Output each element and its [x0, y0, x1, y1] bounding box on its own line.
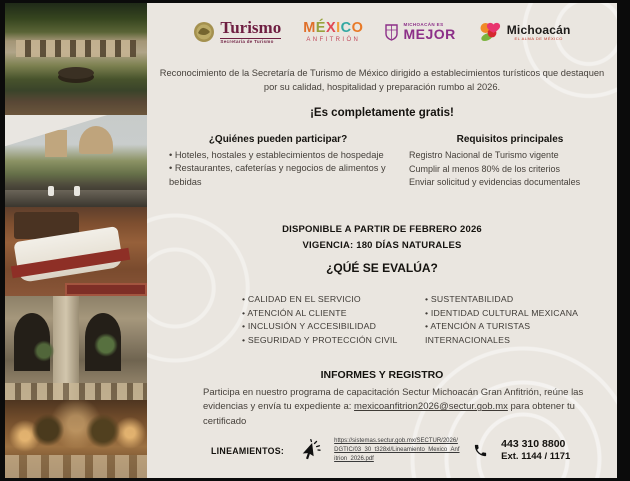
photo-hotel-bedroom: [5, 207, 147, 296]
free-banner: ¡Es completamente gratis!: [310, 107, 454, 119]
patio-seating: [5, 455, 147, 478]
registration-title: INFORMES Y REGISTRO: [320, 369, 444, 381]
evaluation-item: • CALIDAD EN EL SERVICIO: [242, 294, 361, 304]
footer-row: [211, 437, 609, 464]
turismo-logo-title: Turismo: [220, 18, 282, 38]
plant: [93, 331, 119, 359]
turismo-logo-subtitle: Secretaría de Turismo: [220, 38, 281, 45]
evaluation-col1: [242, 293, 424, 347]
evaluation-title: ¿QÚÉ SE EVALÚA?: [326, 261, 438, 275]
turismo-seal-icon: [193, 21, 215, 43]
requirement-item: Cumplir al menos 80% de los criterios: [409, 163, 561, 174]
requirement-item: Registro Nacional de Turismo vigente: [409, 150, 559, 160]
patio-tree: [85, 411, 121, 451]
phone-contact: [501, 438, 570, 463]
photo-cathedral-terrace: [5, 115, 147, 207]
registration-text-before: Participa en nuestro programa de capacitación Sectur Michoacán Gran Anfitrión, reúne las evidencias y envía tu expediente a:: [203, 387, 584, 413]
evaluation-item: • ATENCIÓN AL CLIENTE: [242, 307, 347, 318]
plant: [33, 338, 55, 364]
terrace-table: [5, 190, 147, 207]
mejor-logo-title: MEJOR: [403, 26, 456, 43]
evaluation-item: • IDENTIDAD CULTURAL MEXICANA: [425, 307, 579, 318]
evaluation-col2: [425, 293, 593, 347]
logo-mexico-anfitrion: [303, 21, 363, 44]
cathedral-tower: [45, 130, 68, 158]
logo-michoacan: [478, 21, 571, 43]
flyer-content: [147, 3, 617, 478]
lineamientos-label: LINEAMIENTOS:: [211, 445, 285, 456]
evaluation-item: • INCLUSIÓN Y ACCESIBILIDAD: [242, 321, 377, 331]
availability-line2: VIGENCIA: 180 DÍAS NATURALES: [302, 239, 462, 251]
photo-courtyard-fountain: [5, 3, 147, 115]
logo-turismo: [193, 19, 281, 45]
red-rug: [65, 283, 147, 296]
cafe-chairs: [5, 383, 147, 400]
availability-line1: DISPONIBLE A PARTIR DE FEBRERO 2026: [282, 224, 482, 235]
participant-item: • Hoteles, hostales y establecimientos de hospedaje: [169, 150, 384, 160]
registration-paragraph: [203, 386, 613, 429]
evaluation-item: • ATENCIÓN A TURISTAS INTERNACIONALES: [425, 321, 531, 345]
logo-michoacan-es-mejor: [385, 23, 455, 42]
logo-row: [147, 8, 617, 56]
availability-section: [147, 222, 617, 253]
arcade-arches: [16, 40, 135, 57]
photo-patio-restaurant: [5, 400, 147, 478]
participants-title: ¿Quiénes pueden participar?: [208, 134, 348, 145]
flyer: [5, 3, 617, 478]
requirements-section: [409, 134, 611, 190]
participants-section: [169, 134, 387, 189]
requirement-item: Enviar solicitud y evidencias documentales: [409, 177, 581, 187]
michoacan-butterfly-icon: [478, 21, 502, 43]
michoacan-logo-title: Michoacán: [506, 22, 571, 37]
mejor-logo-small: MICHOACÁN ES: [403, 21, 444, 27]
intro-text: Reconocimiento de la Secretaría de Turismo de México dirigido a establecimientos turísticos que destaquen por su calidad, hospitalidad y preparación rumbo al 2026.: [159, 68, 605, 93]
click-cursor-icon: [297, 439, 321, 463]
phone-extension: Ext. 1144 / 1171: [501, 451, 571, 463]
michoacan-shield-icon: [385, 24, 398, 41]
participant-item: • Restaurantes, cafeterías y negocios de alimentos y bebidas: [169, 163, 386, 187]
wine-glasses: [48, 186, 54, 196]
evaluation-item: • SEGURIDAD Y PROTECCIÓN CIVIL: [242, 334, 398, 345]
phone-icon: [473, 443, 488, 458]
email-link[interactable]: mexicoanfitrion2026@sectur.gob.mx: [354, 401, 508, 413]
patio-tree: [31, 411, 65, 449]
photo-stone-arches: [5, 296, 147, 400]
photo-strip: [5, 3, 147, 478]
michoacan-logo-subtitle: EL ALMA DE MÉXICO: [514, 35, 563, 41]
lineamientos-link[interactable]: https://sistemas.sectur.gob.mx/SECTUR/2026/DGTIC/03_30_t328xl/Lineamiento_Mexico_Anfitrion_2026.pdf: [334, 438, 460, 462]
mexico-logo-word: MÉXICO: [303, 19, 364, 36]
fountain: [58, 67, 95, 79]
phone-number: 443 310 8800: [501, 438, 566, 450]
evaluation-item: • SUSTENTABILIDAD: [425, 294, 514, 304]
mexico-logo-subtitle: ANFITRIÓN: [306, 37, 361, 44]
registration-text-after: para obtener tu certificado: [203, 401, 575, 427]
requirements-title: Requisitos principales: [456, 134, 564, 145]
cathedral-dome: [79, 126, 113, 154]
